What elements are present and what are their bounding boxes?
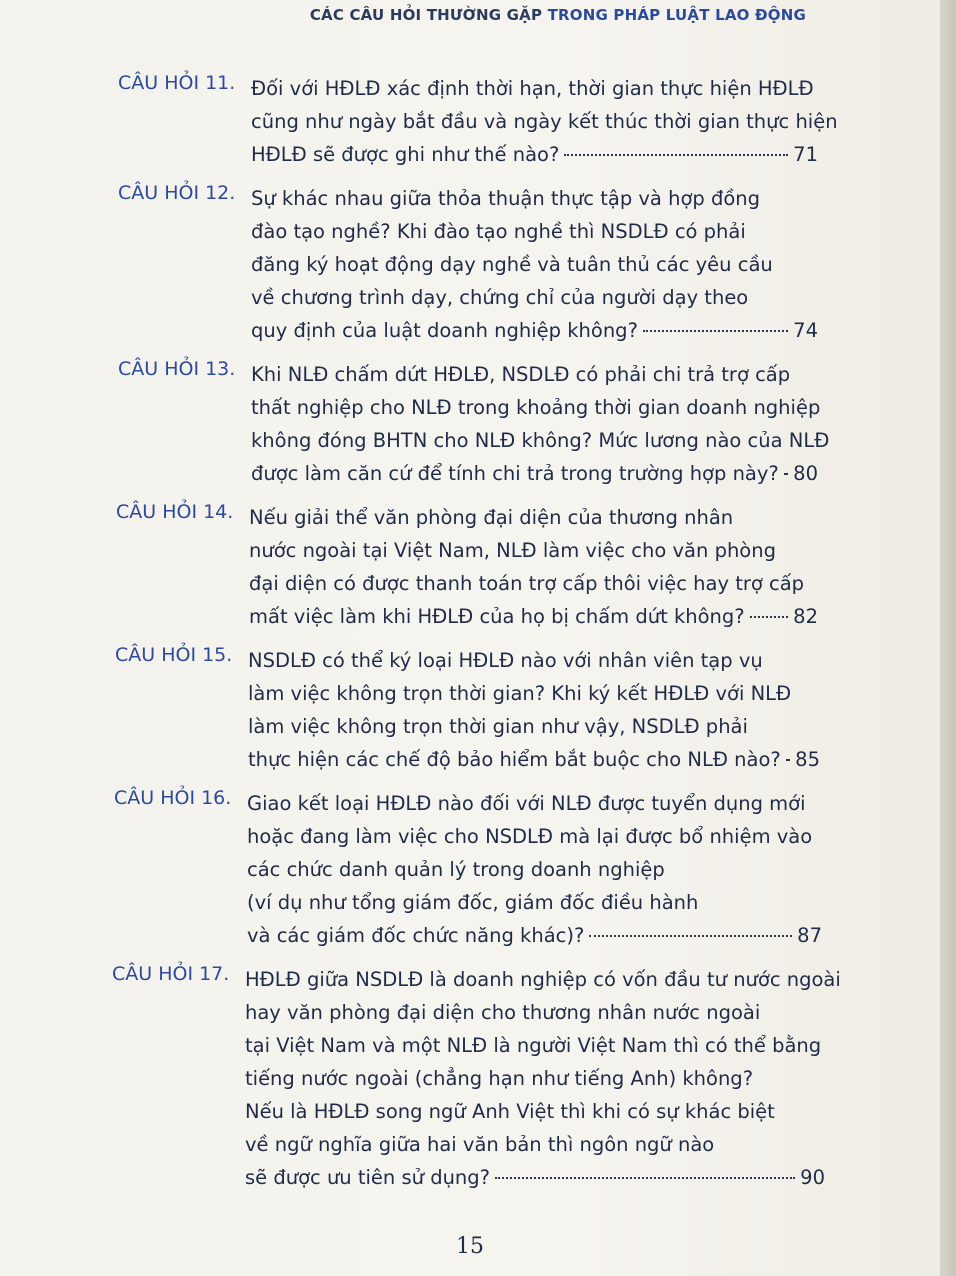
question-line: NSDLĐ có thể ký loại HĐLĐ nào với nhân viên tạp vụ [248,649,763,672]
question-line: về chương trình dạy, chứng chỉ của người dạy theo [251,286,749,309]
question-text [249,501,818,633]
dot-leader [495,1177,795,1179]
question-line: thất nghiệp cho NLĐ trong khoảng thời gian doanh nghiệp [251,396,821,419]
question-line: Khi NLĐ chấm dứt HĐLĐ, NSDLĐ có phải chi trả trợ cấp [251,363,791,386]
question-label: CÂU HỎI 12. [118,182,236,204]
question-line: cũng như ngày bắt đầu và ngày kết thúc thời gian thực hiện [251,110,838,133]
toc-entry[interactable] [0,644,940,776]
toc-entry[interactable] [0,72,940,171]
question-line: Giao kết loại HĐLĐ nào đối với NLĐ được tuyển dụng mới [247,792,806,815]
question-text [251,72,838,171]
question-line-text: mất việc làm khi HĐLĐ của họ bị chấm dứt không? [249,605,745,628]
question-line: Nếu giải thể văn phòng đại diện của thương nhân [249,506,734,529]
question-line-text: HĐLĐ sẽ được ghi như thế nào? [251,143,560,166]
question-text [245,963,841,1194]
dot-leader [564,154,788,156]
page-edge [940,0,956,1276]
question-line: làm việc không trọn thời gian như vậy, NSDLĐ phải [248,715,748,738]
question-line-text: và các giám đốc chức năng khác)? [247,924,585,947]
question-label: CÂU HỎI 13. [118,358,236,380]
page-ref: 80 [793,462,818,485]
question-line: không đóng BHTN cho NLĐ không? Mức lương nào của NLĐ [251,429,830,452]
question-line-text: được làm căn cứ để tính chi trả trong trường hợp này? [251,462,779,485]
question-line: Nếu là HĐLĐ song ngữ Anh Việt thì khi có sự khác biệt [245,1100,775,1123]
question-line-text: thực hiện các chế độ bảo hiểm bắt buộc cho NLĐ nào? [248,748,781,771]
page-ref: 71 [793,143,818,166]
page-number: 15 [456,1234,484,1259]
question-line [251,314,818,347]
page-ref: 90 [800,1166,825,1189]
toc-entry[interactable] [0,182,940,347]
question-line: Đối với HĐLĐ xác định thời hạn, thời gian thực hiện HĐLĐ [251,77,814,100]
question-label: CÂU HỎI 14. [116,501,234,523]
question-line [251,457,818,490]
page-ref: 85 [795,748,820,771]
question-label: CÂU HỎI 11. [118,72,236,94]
question-text [248,644,820,776]
question-line: đại diện có được thanh toán trợ cấp thôi việc hay trợ cấp [249,572,805,595]
question-line: hoặc đang làm việc cho NSDLĐ mà lại được bổ nhiệm vào [247,825,813,848]
question-line [249,600,818,633]
question-text [251,182,818,347]
question-line [245,1161,825,1194]
question-line: HĐLĐ giữa NSDLĐ là doanh nghiệp có vốn đầu tư nước ngoài [245,968,841,991]
dot-leader [750,616,789,618]
question-line [248,743,820,776]
dot-leader [786,759,790,761]
question-line: hay văn phòng đại diện cho thương nhân nước ngoài [245,1001,761,1024]
running-header [310,6,806,24]
question-line [251,138,818,171]
dot-leader [643,330,788,332]
question-line: tiếng nước ngoài (chẳng hạn như tiếng Anh) không? [245,1067,754,1090]
page-ref: 82 [793,605,818,628]
question-line: nước ngoài tại Việt Nam, NLĐ làm việc cho văn phòng [249,539,776,562]
question-line: đào tạo nghề? Khi đào tạo nghề thì NSDLĐ có phải [251,220,746,243]
question-line: Sự khác nhau giữa thỏa thuận thực tập và hợp đồng [251,187,760,210]
question-line: làm việc không trọn thời gian? Khi ký kết HĐLĐ với NLĐ [248,682,792,705]
question-text [251,358,830,490]
toc-entry[interactable] [0,358,940,490]
question-line: đăng ký hoạt động dạy nghề và tuân thủ các yêu cầu [251,253,773,276]
question-line: tại Việt Nam và một NLĐ là người Việt Nam thì có thể bằng [245,1034,822,1057]
question-line: (ví dụ như tổng giám đốc, giám đốc điều hành [247,891,699,914]
toc-entry[interactable] [0,501,940,633]
question-line: về ngữ nghĩa giữa hai văn bản thì ngôn ngữ nào [245,1133,715,1156]
question-line-text: sẽ được ưu tiên sử dụng? [245,1166,491,1189]
toc-entries [0,72,940,1205]
question-label: CÂU HỎI 16. [114,787,232,809]
question-line [247,919,822,952]
header-part2: TRONG PHÁP LUẬT LAO ĐỘNG [547,6,806,24]
header-part1: CÁC CÂU HỎI THƯỜNG GẶP [309,6,543,24]
question-line: các chức danh quản lý trong doanh nghiệp [247,858,665,881]
dot-leader [784,473,788,475]
question-label: CÂU HỎI 15. [115,644,233,666]
question-label: CÂU HỎI 17. [112,963,230,985]
dot-leader [589,935,792,937]
toc-entry[interactable] [0,963,940,1194]
page-ref: 74 [793,319,818,342]
question-text [247,787,822,952]
question-line-text: quy định của luật doanh nghiệp không? [251,319,638,342]
page-ref: 87 [797,924,822,947]
toc-entry[interactable] [0,787,940,952]
